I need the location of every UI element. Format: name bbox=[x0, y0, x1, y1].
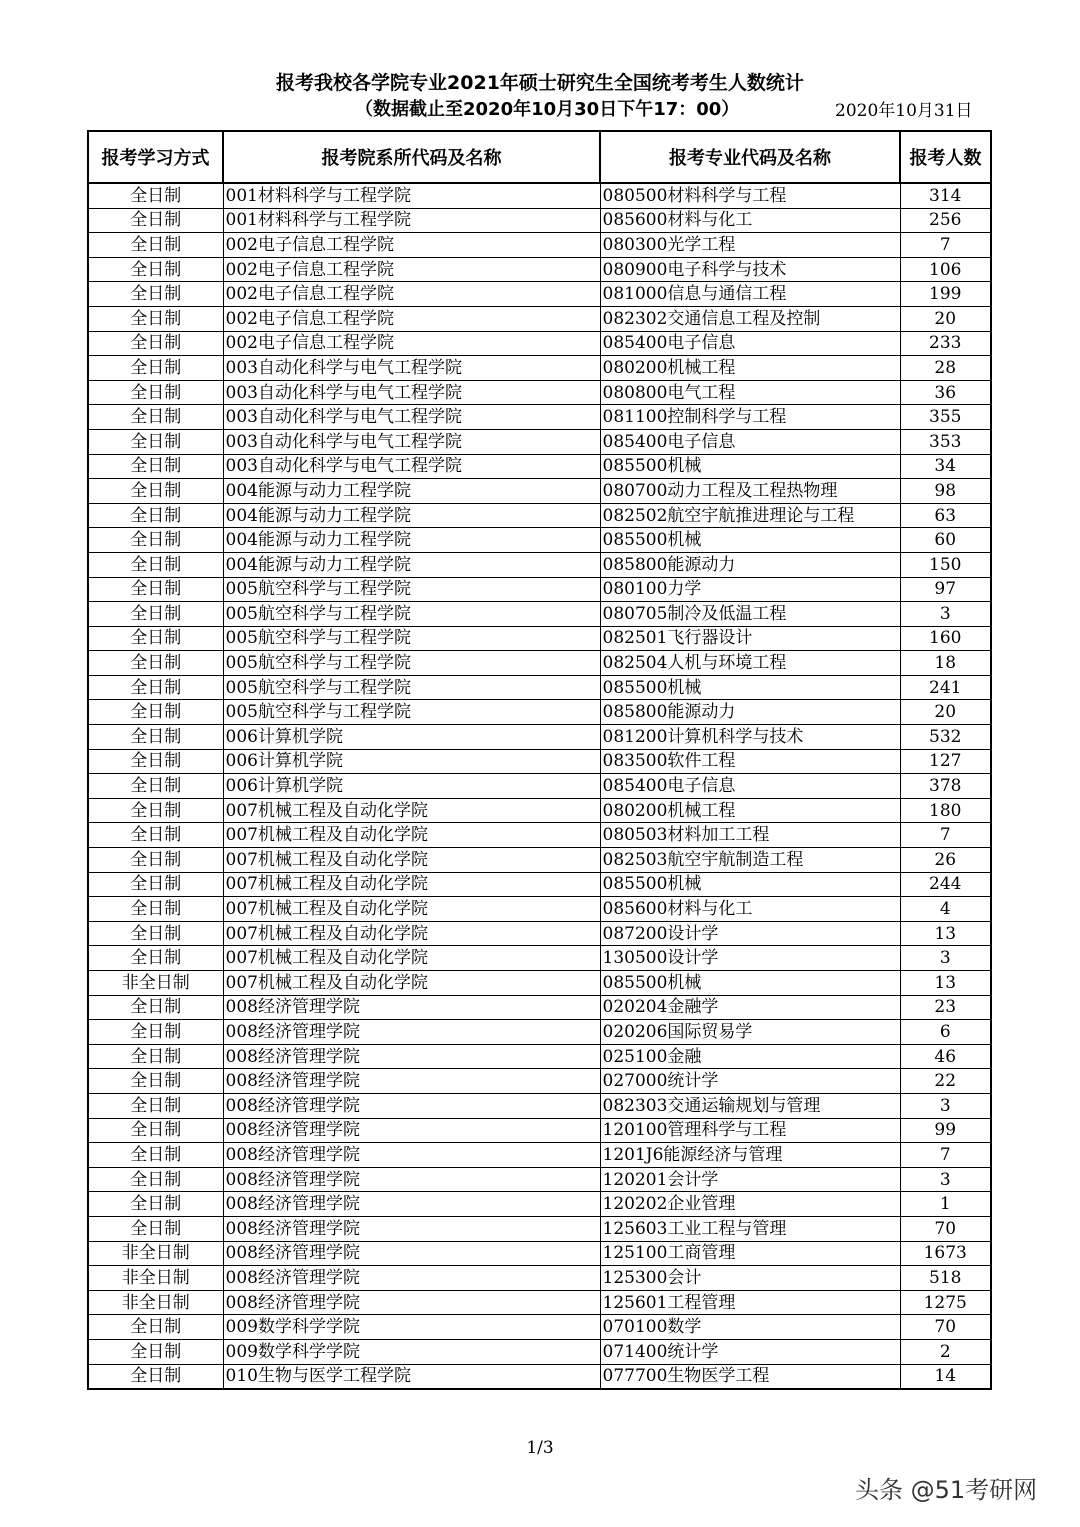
cell-applicant-count: 13 bbox=[900, 971, 991, 996]
cell-study-mode: 全日制 bbox=[88, 749, 223, 774]
cell-applicant-count: 532 bbox=[900, 725, 991, 750]
table-row bbox=[88, 1020, 991, 1045]
cell-department: 006计算机学院 bbox=[223, 749, 600, 774]
cell-major: 082303交通运输规划与管理 bbox=[600, 1093, 900, 1118]
cell-department: 009数学科学学院 bbox=[223, 1315, 600, 1340]
table-row bbox=[88, 503, 991, 528]
cell-department: 002电子信息工程学院 bbox=[223, 257, 600, 282]
cell-applicant-count: 60 bbox=[900, 528, 991, 553]
cell-department: 007机械工程及自动化学院 bbox=[223, 897, 600, 922]
cell-major: 080200机械工程 bbox=[600, 356, 900, 381]
cell-applicant-count: 160 bbox=[900, 626, 991, 651]
cell-study-mode: 全日制 bbox=[88, 1315, 223, 1340]
cell-department: 010生物与医学工程学院 bbox=[223, 1364, 600, 1389]
table-row bbox=[88, 725, 991, 750]
cell-study-mode: 全日制 bbox=[88, 725, 223, 750]
cell-major: 077700生物医学工程 bbox=[600, 1364, 900, 1389]
cell-department: 004能源与动力工程学院 bbox=[223, 503, 600, 528]
table-row bbox=[88, 602, 991, 627]
cell-department: 001材料科学与工程学院 bbox=[223, 183, 600, 208]
cell-applicant-count: 256 bbox=[900, 208, 991, 233]
cell-department: 003自动化科学与电气工程学院 bbox=[223, 380, 600, 405]
cell-department: 005航空科学与工程学院 bbox=[223, 577, 600, 602]
cell-major: 085400电子信息 bbox=[600, 774, 900, 799]
cell-applicant-count: 1275 bbox=[900, 1290, 991, 1315]
cell-study-mode: 非全日制 bbox=[88, 1290, 223, 1315]
cell-applicant-count: 355 bbox=[900, 405, 991, 430]
cell-study-mode: 全日制 bbox=[88, 405, 223, 430]
cell-study-mode: 全日制 bbox=[88, 651, 223, 676]
cell-study-mode: 全日制 bbox=[88, 848, 223, 873]
report-date: 2020年10月31日 bbox=[835, 101, 973, 121]
cell-applicant-count: 98 bbox=[900, 479, 991, 504]
cell-major: 080700动力工程及工程热物理 bbox=[600, 479, 900, 504]
column-header-study-mode: 报考学习方式 bbox=[88, 131, 223, 183]
cell-department: 007机械工程及自动化学院 bbox=[223, 823, 600, 848]
cell-department: 008经济管理学院 bbox=[223, 1020, 600, 1045]
cell-applicant-count: 233 bbox=[900, 331, 991, 356]
cell-applicant-count: 70 bbox=[900, 1216, 991, 1241]
cell-department: 008经济管理学院 bbox=[223, 1167, 600, 1192]
cell-applicant-count: 518 bbox=[900, 1266, 991, 1291]
table-row bbox=[88, 1143, 991, 1168]
cell-applicant-count: 36 bbox=[900, 380, 991, 405]
cell-department: 002电子信息工程学院 bbox=[223, 331, 600, 356]
cell-applicant-count: 63 bbox=[900, 503, 991, 528]
table-row bbox=[88, 823, 991, 848]
cell-study-mode: 全日制 bbox=[88, 282, 223, 307]
table-row bbox=[88, 577, 991, 602]
cell-study-mode: 全日制 bbox=[88, 1093, 223, 1118]
cell-department: 008经济管理学院 bbox=[223, 995, 600, 1020]
table-row bbox=[88, 675, 991, 700]
cell-department: 005航空科学与工程学院 bbox=[223, 651, 600, 676]
cell-applicant-count: 199 bbox=[900, 282, 991, 307]
cell-major: 083500软件工程 bbox=[600, 749, 900, 774]
table-row bbox=[88, 356, 991, 381]
cell-applicant-count: 353 bbox=[900, 429, 991, 454]
cell-applicant-count: 28 bbox=[900, 356, 991, 381]
table-row bbox=[88, 552, 991, 577]
cell-study-mode: 全日制 bbox=[88, 1216, 223, 1241]
table-body bbox=[88, 183, 991, 1389]
cell-major: 080500材料科学与工程 bbox=[600, 183, 900, 208]
cell-department: 005航空科学与工程学院 bbox=[223, 675, 600, 700]
cell-department: 004能源与动力工程学院 bbox=[223, 528, 600, 553]
cell-major: 085500机械 bbox=[600, 675, 900, 700]
cell-applicant-count: 7 bbox=[900, 1143, 991, 1168]
cell-applicant-count: 23 bbox=[900, 995, 991, 1020]
cell-department: 008经济管理学院 bbox=[223, 1241, 600, 1266]
cell-study-mode: 全日制 bbox=[88, 602, 223, 627]
table-row bbox=[88, 282, 991, 307]
cell-department: 003自动化科学与电气工程学院 bbox=[223, 429, 600, 454]
cell-department: 008经济管理学院 bbox=[223, 1069, 600, 1094]
cell-department: 008经济管理学院 bbox=[223, 1143, 600, 1168]
table-row bbox=[88, 1266, 991, 1291]
cell-study-mode: 全日制 bbox=[88, 872, 223, 897]
table-row bbox=[88, 798, 991, 823]
cell-department: 003自动化科学与电气工程学院 bbox=[223, 405, 600, 430]
cell-applicant-count: 46 bbox=[900, 1044, 991, 1069]
cell-major: 085500机械 bbox=[600, 872, 900, 897]
table-row bbox=[88, 1290, 991, 1315]
cell-applicant-count: 99 bbox=[900, 1118, 991, 1143]
cell-study-mode: 全日制 bbox=[88, 331, 223, 356]
cell-study-mode: 全日制 bbox=[88, 1339, 223, 1364]
cell-applicant-count: 3 bbox=[900, 602, 991, 627]
cell-study-mode: 全日制 bbox=[88, 528, 223, 553]
cell-study-mode: 全日制 bbox=[88, 1167, 223, 1192]
cell-study-mode: 全日制 bbox=[88, 946, 223, 971]
cell-study-mode: 全日制 bbox=[88, 577, 223, 602]
cell-department: 003自动化科学与电气工程学院 bbox=[223, 356, 600, 381]
cell-major: 085800能源动力 bbox=[600, 552, 900, 577]
cell-applicant-count: 180 bbox=[900, 798, 991, 823]
cell-major: 125300会计 bbox=[600, 1266, 900, 1291]
table-row bbox=[88, 1339, 991, 1364]
cell-major: 120100管理科学与工程 bbox=[600, 1118, 900, 1143]
cell-major: 125603工业工程与管理 bbox=[600, 1216, 900, 1241]
cell-department: 005航空科学与工程学院 bbox=[223, 700, 600, 725]
cell-study-mode: 非全日制 bbox=[88, 1241, 223, 1266]
cell-applicant-count: 3 bbox=[900, 946, 991, 971]
cell-department: 008经济管理学院 bbox=[223, 1044, 600, 1069]
cell-study-mode: 全日制 bbox=[88, 356, 223, 381]
cell-department: 004能源与动力工程学院 bbox=[223, 479, 600, 504]
cell-major: 082302交通信息工程及控制 bbox=[600, 306, 900, 331]
cell-department: 002电子信息工程学院 bbox=[223, 282, 600, 307]
cell-major: 080100力学 bbox=[600, 577, 900, 602]
table-row bbox=[88, 380, 991, 405]
cell-study-mode: 全日制 bbox=[88, 552, 223, 577]
cell-study-mode: 全日制 bbox=[88, 306, 223, 331]
table-row bbox=[88, 626, 991, 651]
cell-applicant-count: 241 bbox=[900, 675, 991, 700]
cell-applicant-count: 150 bbox=[900, 552, 991, 577]
cell-major: 080800电气工程 bbox=[600, 380, 900, 405]
cell-major: 080900电子科学与技术 bbox=[600, 257, 900, 282]
cell-applicant-count: 378 bbox=[900, 774, 991, 799]
cell-applicant-count: 70 bbox=[900, 1315, 991, 1340]
table-row bbox=[88, 479, 991, 504]
cell-study-mode: 全日制 bbox=[88, 1044, 223, 1069]
cell-department: 008经济管理学院 bbox=[223, 1118, 600, 1143]
cell-department: 002电子信息工程学院 bbox=[223, 306, 600, 331]
cell-major: 070100数学 bbox=[600, 1315, 900, 1340]
cell-department: 008经济管理学院 bbox=[223, 1266, 600, 1291]
table-row bbox=[88, 454, 991, 479]
table-row bbox=[88, 1216, 991, 1241]
cell-major: 1201J6能源经济与管理 bbox=[600, 1143, 900, 1168]
table-header-row bbox=[88, 131, 991, 183]
table-row bbox=[88, 429, 991, 454]
table-row bbox=[88, 1241, 991, 1266]
cell-major: 082502航空宇航推进理论与工程 bbox=[600, 503, 900, 528]
page-title: 报考我校各学院专业2021年硕士研究生全国统考考生人数统计 bbox=[276, 72, 804, 94]
cell-applicant-count: 6 bbox=[900, 1020, 991, 1045]
table-row bbox=[88, 1044, 991, 1069]
cell-major: 081200计算机科学与技术 bbox=[600, 725, 900, 750]
cell-applicant-count: 97 bbox=[900, 577, 991, 602]
cell-major: 020204金融学 bbox=[600, 995, 900, 1020]
watermark: 头条 @51考研网 bbox=[855, 1476, 1038, 1504]
table-row bbox=[88, 921, 991, 946]
statistics-table bbox=[87, 130, 992, 1390]
cell-major: 080300光学工程 bbox=[600, 233, 900, 258]
cell-study-mode: 全日制 bbox=[88, 380, 223, 405]
cell-department: 007机械工程及自动化学院 bbox=[223, 798, 600, 823]
cell-study-mode: 全日制 bbox=[88, 479, 223, 504]
cell-applicant-count: 2 bbox=[900, 1339, 991, 1364]
table-row bbox=[88, 1093, 991, 1118]
cell-department: 007机械工程及自动化学院 bbox=[223, 921, 600, 946]
cell-study-mode: 全日制 bbox=[88, 675, 223, 700]
cell-department: 006计算机学院 bbox=[223, 774, 600, 799]
cell-applicant-count: 314 bbox=[900, 183, 991, 208]
cell-applicant-count: 4 bbox=[900, 897, 991, 922]
cell-major: 082501飞行器设计 bbox=[600, 626, 900, 651]
table-row bbox=[88, 405, 991, 430]
table-row bbox=[88, 848, 991, 873]
cell-applicant-count: 14 bbox=[900, 1364, 991, 1389]
cell-department: 004能源与动力工程学院 bbox=[223, 552, 600, 577]
cell-applicant-count: 3 bbox=[900, 1167, 991, 1192]
cell-department: 008经济管理学院 bbox=[223, 1192, 600, 1217]
cell-major: 130500设计学 bbox=[600, 946, 900, 971]
table-row bbox=[88, 1315, 991, 1340]
cell-study-mode: 非全日制 bbox=[88, 971, 223, 996]
cell-study-mode: 全日制 bbox=[88, 208, 223, 233]
cell-study-mode: 全日制 bbox=[88, 1069, 223, 1094]
table-row bbox=[88, 1167, 991, 1192]
cell-applicant-count: 106 bbox=[900, 257, 991, 282]
cell-study-mode: 全日制 bbox=[88, 774, 223, 799]
cell-major: 085500机械 bbox=[600, 528, 900, 553]
cell-department: 008经济管理学院 bbox=[223, 1093, 600, 1118]
page-number: 1/3 bbox=[526, 1438, 554, 1458]
cell-study-mode: 全日制 bbox=[88, 823, 223, 848]
cell-major: 071400统计学 bbox=[600, 1339, 900, 1364]
cell-department: 007机械工程及自动化学院 bbox=[223, 872, 600, 897]
cell-major: 085600材料与化工 bbox=[600, 208, 900, 233]
table-row bbox=[88, 971, 991, 996]
column-header-major: 报考专业代码及名称 bbox=[600, 131, 900, 183]
table-row bbox=[88, 331, 991, 356]
cell-major: 085600材料与化工 bbox=[600, 897, 900, 922]
cell-major: 081100控制科学与工程 bbox=[600, 405, 900, 430]
cell-major: 125601工程管理 bbox=[600, 1290, 900, 1315]
table-row bbox=[88, 700, 991, 725]
cell-department: 009数学科学学院 bbox=[223, 1339, 600, 1364]
cell-applicant-count: 26 bbox=[900, 848, 991, 873]
cell-major: 085500机械 bbox=[600, 454, 900, 479]
cell-study-mode: 全日制 bbox=[88, 454, 223, 479]
column-header-applicant-count: 报考人数 bbox=[900, 131, 991, 183]
table-row bbox=[88, 208, 991, 233]
cell-study-mode: 全日制 bbox=[88, 626, 223, 651]
cell-department: 006计算机学院 bbox=[223, 725, 600, 750]
cell-major: 085800能源动力 bbox=[600, 700, 900, 725]
cell-study-mode: 全日制 bbox=[88, 700, 223, 725]
cell-study-mode: 全日制 bbox=[88, 1192, 223, 1217]
table-row bbox=[88, 749, 991, 774]
cell-applicant-count: 127 bbox=[900, 749, 991, 774]
cell-study-mode: 全日制 bbox=[88, 1118, 223, 1143]
cell-major: 027000统计学 bbox=[600, 1069, 900, 1094]
table-row bbox=[88, 1118, 991, 1143]
table-row bbox=[88, 872, 991, 897]
cell-applicant-count: 7 bbox=[900, 233, 991, 258]
cell-department: 003自动化科学与电气工程学院 bbox=[223, 454, 600, 479]
cell-study-mode: 全日制 bbox=[88, 257, 223, 282]
cell-study-mode: 全日制 bbox=[88, 183, 223, 208]
cell-study-mode: 全日制 bbox=[88, 921, 223, 946]
cell-major: 085400电子信息 bbox=[600, 331, 900, 356]
cell-department: 008经济管理学院 bbox=[223, 1216, 600, 1241]
cell-major: 080503材料加工工程 bbox=[600, 823, 900, 848]
cell-applicant-count: 3 bbox=[900, 1093, 991, 1118]
cell-study-mode: 全日制 bbox=[88, 897, 223, 922]
cell-applicant-count: 20 bbox=[900, 306, 991, 331]
cell-study-mode: 全日制 bbox=[88, 798, 223, 823]
cell-department: 007机械工程及自动化学院 bbox=[223, 971, 600, 996]
cell-study-mode: 全日制 bbox=[88, 233, 223, 258]
cell-department: 005航空科学与工程学院 bbox=[223, 602, 600, 627]
cell-major: 081000信息与通信工程 bbox=[600, 282, 900, 307]
cell-major: 087200设计学 bbox=[600, 921, 900, 946]
cell-applicant-count: 18 bbox=[900, 651, 991, 676]
cell-major: 025100金融 bbox=[600, 1044, 900, 1069]
page-subtitle: （数据截止至2020年10月30日下午17：00） bbox=[355, 99, 740, 120]
cell-study-mode: 全日制 bbox=[88, 429, 223, 454]
cell-major: 085500机械 bbox=[600, 971, 900, 996]
cell-study-mode: 全日制 bbox=[88, 503, 223, 528]
cell-applicant-count: 20 bbox=[900, 700, 991, 725]
table-row bbox=[88, 995, 991, 1020]
table-row bbox=[88, 233, 991, 258]
table-row bbox=[88, 257, 991, 282]
table-row bbox=[88, 897, 991, 922]
table-row bbox=[88, 1192, 991, 1217]
cell-study-mode: 全日制 bbox=[88, 1020, 223, 1045]
cell-major: 120201会计学 bbox=[600, 1167, 900, 1192]
cell-department: 002电子信息工程学院 bbox=[223, 233, 600, 258]
cell-applicant-count: 13 bbox=[900, 921, 991, 946]
cell-major: 080200机械工程 bbox=[600, 798, 900, 823]
cell-applicant-count: 244 bbox=[900, 872, 991, 897]
table-row bbox=[88, 1069, 991, 1094]
cell-department: 008经济管理学院 bbox=[223, 1290, 600, 1315]
cell-study-mode: 全日制 bbox=[88, 1143, 223, 1168]
cell-study-mode: 全日制 bbox=[88, 995, 223, 1020]
table-row bbox=[88, 306, 991, 331]
table-row bbox=[88, 651, 991, 676]
column-header-department: 报考院系所代码及名称 bbox=[223, 131, 600, 183]
cell-major: 085400电子信息 bbox=[600, 429, 900, 454]
cell-major: 082504人机与环境工程 bbox=[600, 651, 900, 676]
cell-major: 020206国际贸易学 bbox=[600, 1020, 900, 1045]
cell-department: 005航空科学与工程学院 bbox=[223, 626, 600, 651]
cell-department: 007机械工程及自动化学院 bbox=[223, 946, 600, 971]
cell-applicant-count: 22 bbox=[900, 1069, 991, 1094]
cell-department: 001材料科学与工程学院 bbox=[223, 208, 600, 233]
table-row bbox=[88, 774, 991, 799]
cell-applicant-count: 34 bbox=[900, 454, 991, 479]
cell-major: 120202企业管理 bbox=[600, 1192, 900, 1217]
cell-applicant-count: 7 bbox=[900, 823, 991, 848]
cell-applicant-count: 1 bbox=[900, 1192, 991, 1217]
cell-applicant-count: 1673 bbox=[900, 1241, 991, 1266]
cell-study-mode: 全日制 bbox=[88, 1364, 223, 1389]
cell-major: 080705制冷及低温工程 bbox=[600, 602, 900, 627]
table-row bbox=[88, 1364, 991, 1389]
table-row bbox=[88, 946, 991, 971]
table-row bbox=[88, 528, 991, 553]
cell-major: 082503航空宇航制造工程 bbox=[600, 848, 900, 873]
cell-department: 007机械工程及自动化学院 bbox=[223, 848, 600, 873]
table-row bbox=[88, 183, 991, 208]
cell-study-mode: 非全日制 bbox=[88, 1266, 223, 1291]
cell-major: 125100工商管理 bbox=[600, 1241, 900, 1266]
